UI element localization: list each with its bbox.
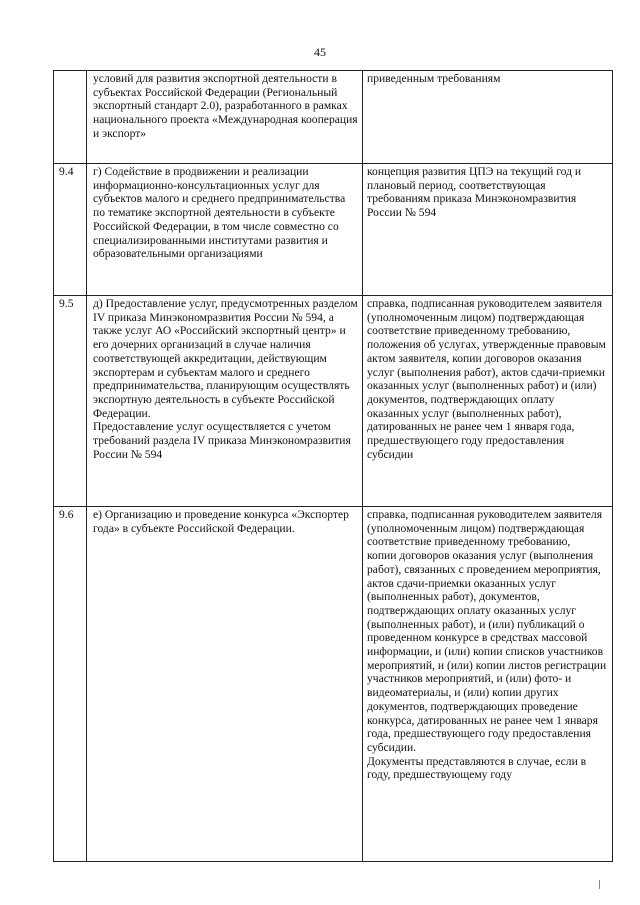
description-text: г) Содействие в продвижении и реализации информационно-консультационных услуг для субъектов малого и среднего предпринимательства по тематике экспортной деятельности в субъекте Российской Федерации, в том числе совместно со специализированными институтами развития и образовательными организациями [93, 165, 346, 261]
requirement-text: приведенным требованиям [367, 72, 501, 85]
row-number-cell: 9.6 [54, 507, 87, 862]
margin-mark [599, 880, 600, 889]
requirement-text: копии договоров оказания услуг (выполнения работ), связанных с проведением мероприятия, актов сдачи-приемки оказанных услуг (выполненных работ), документов, подтверждающих оплату оказанных услуг (выполненных работ), и (или) публикаций о проведенном конкурсе в средствах массовой информации, и (или) копии списков участников мероприятий, и (или) копии листов регистрации участников мероприятий, и (или) фото- и видеоматериалы, и (или) копии других документов, подтверждающих проведение конкурса, датированных не ранее чем 1 января года, предшествующего году предоставления субсидии. [367, 549, 607, 754]
description-cell [87, 164, 363, 296]
row-number-cell: 9.5 [54, 296, 87, 507]
requirement-cell [363, 507, 613, 862]
description-text: е) Организацию и проведение конкурса «Экспортер года» в субъекте Российской Федерации. [93, 508, 349, 535]
description-text: Предоставление услуг осуществляется с учетом требований раздела IV приказа Минэкономразвития России № 594 [93, 420, 351, 461]
requirement-text: Документы представляются в случае, если в году, предшествующему году [367, 754, 587, 782]
requirements-table [53, 70, 613, 862]
requirement-cell [363, 296, 613, 507]
requirement-text: концепция развития ЦПЭ на текущий год и плановый период, соответствующая требованиям приказа Минэкономразвития России № 594 [367, 165, 582, 220]
table-row [54, 71, 613, 164]
row-number-cell [54, 71, 87, 164]
description-cell [87, 296, 363, 507]
row-number-cell: 9.4 [54, 164, 87, 296]
table-row [54, 296, 613, 507]
description-text: условий для развития экспортной деятельности в субъектах Российской Федерации (Региональный экспортный стандарт 2.0), разработанного в рамках национального проекта «Международная кооперация и экспорт» [93, 72, 358, 140]
requirement-text: справка, подписанная руководителем заявителя (уполномоченным лицом) подтверждающая соответствие приведенному требованию, [367, 508, 603, 549]
page-number: 45 [314, 45, 326, 59]
description-text: д) Предоставление услуг, предусмотренных разделом IV приказа Минэкономразвития России № 594, а также услуг АО «Российский экспортный центр» и его дочерних организаций в случае наличия соответствующей аккредитации, действующим экспортерам и субъектам малого и среднего предпринимательства, планирующим осуществлять экспортную деятельность в субъекте Российской Федерации. [93, 297, 358, 420]
requirement-text: справка, подписанная руководителем заявителя (уполномоченным лицом) подтверждающая соответствие приведенному требованию, положения об услугах, утвержденные правовым актом заявителя, копии договоров оказания услуг (выполнения работ), актов сдачи-приемки оказанных услуг (выполненных работ) и (или) документов, подтверждающих оплату оказанных услуг (выполненных работ), датированных не ранее чем 1 января года, предшествующего году предоставления субсидии [367, 297, 606, 461]
description-cell [87, 71, 363, 164]
requirement-cell [363, 164, 613, 296]
table-row [54, 507, 613, 862]
description-cell [87, 507, 363, 862]
requirement-cell [363, 71, 613, 164]
table-row [54, 164, 613, 296]
